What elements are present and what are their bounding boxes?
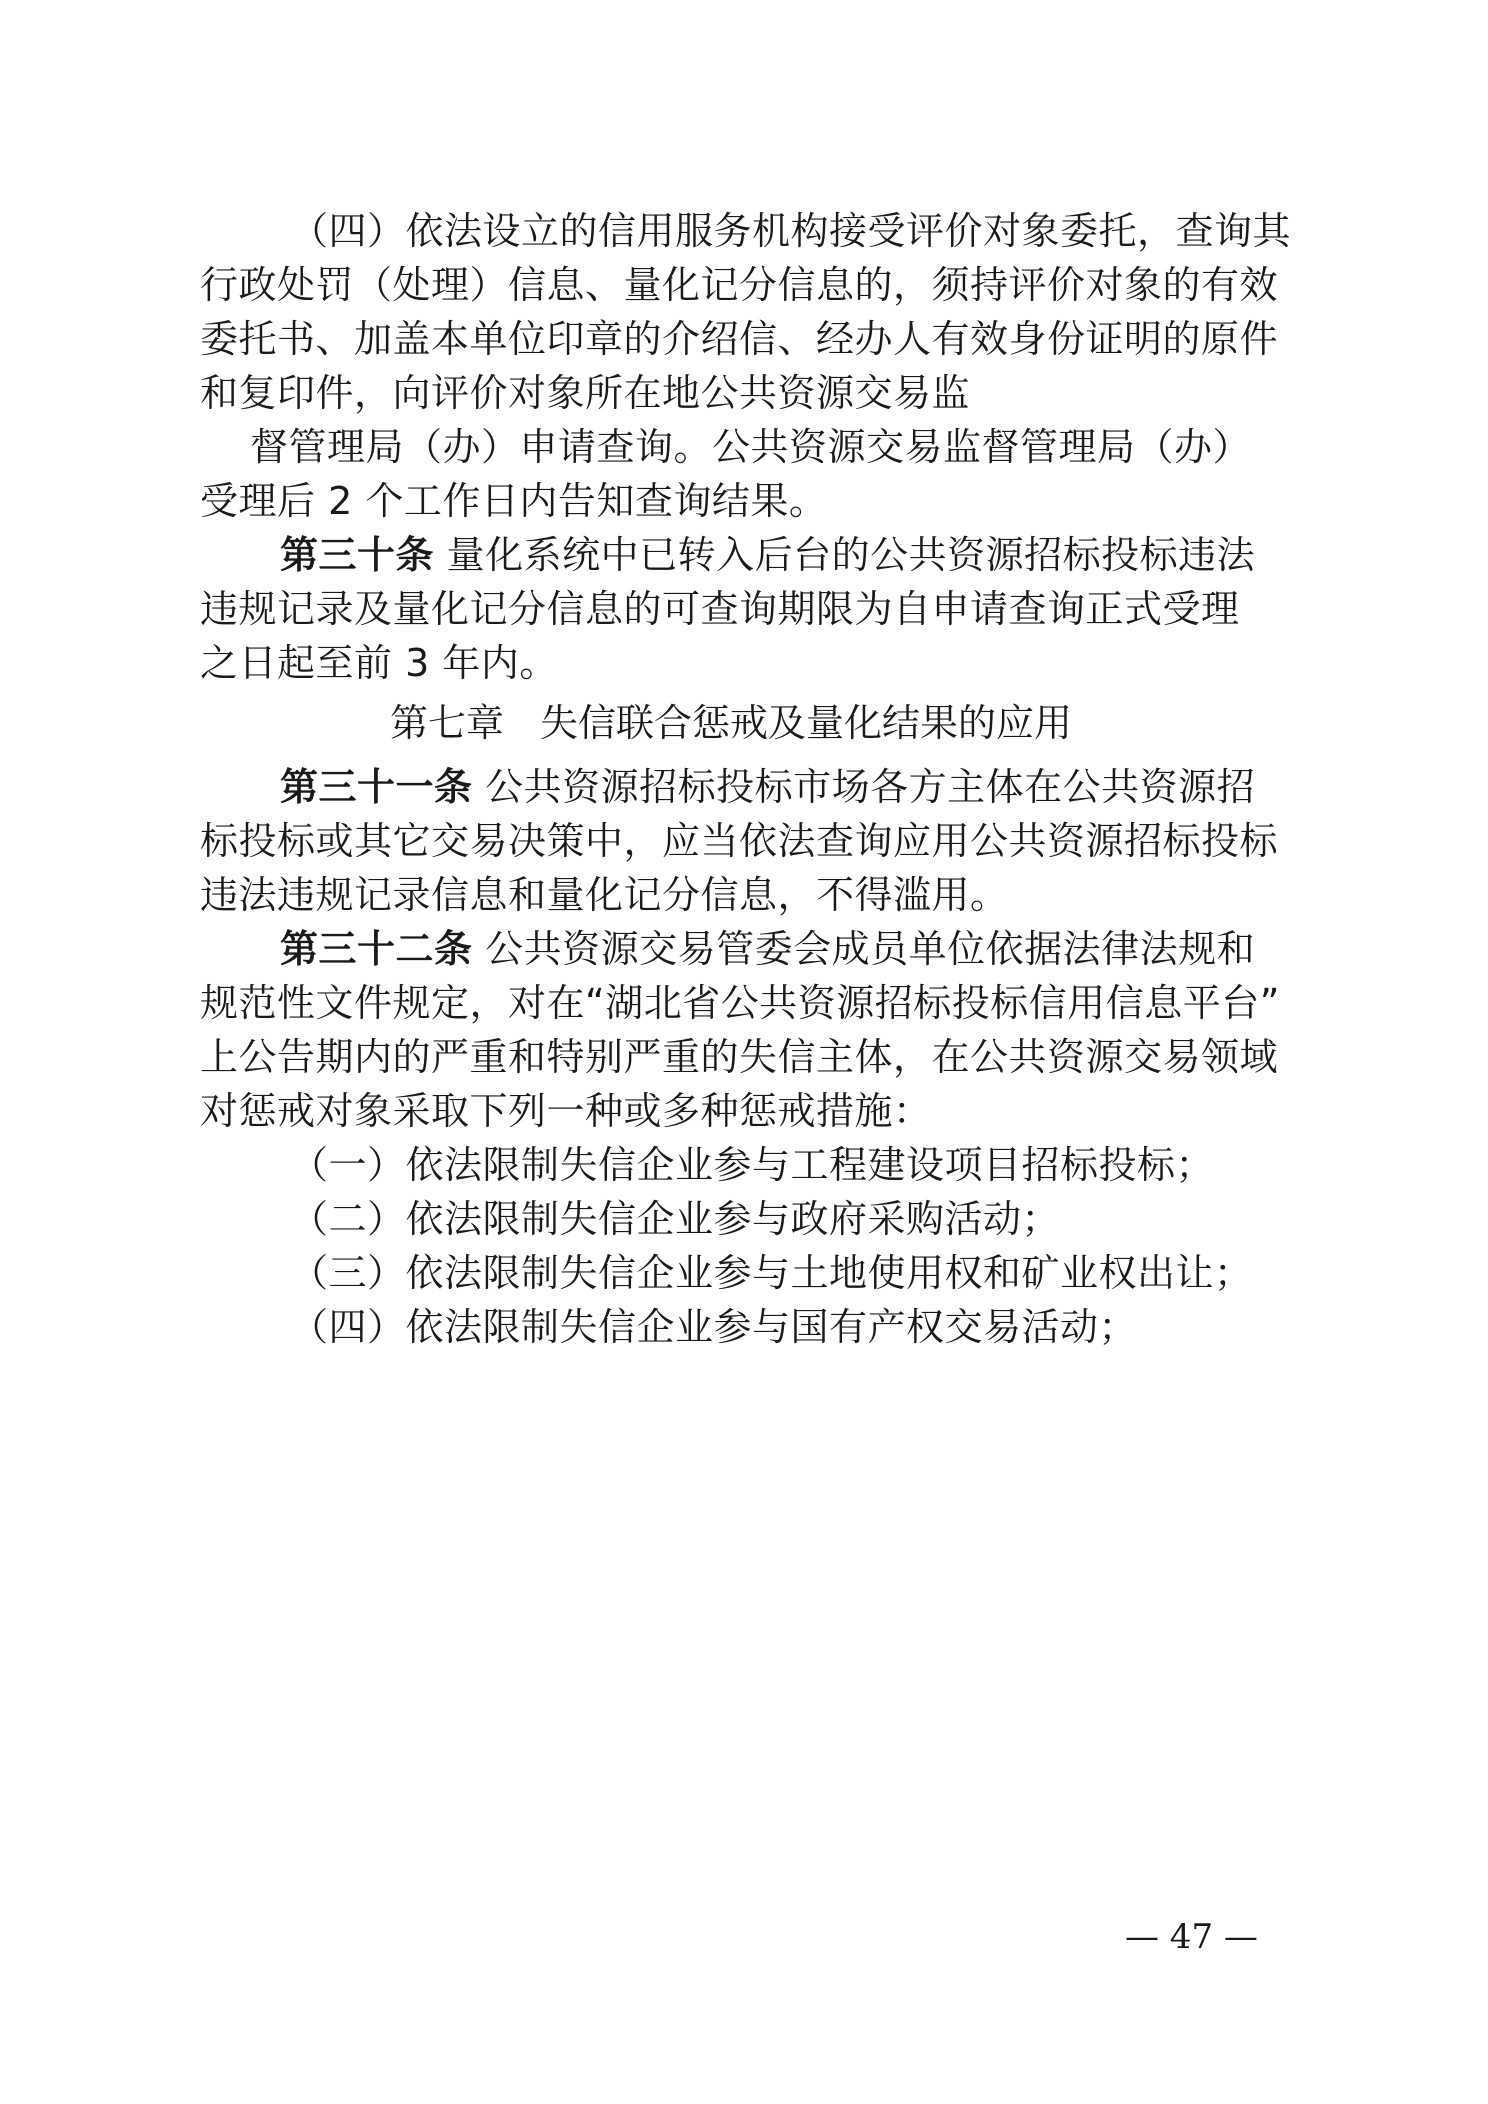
measure-item: （四）依法限制失信企业参与国有产权交易活动； xyxy=(290,1305,1138,1349)
article-label: 第三十一条 xyxy=(280,765,473,809)
paragraph-line: 委托书、加盖本单位印章的介绍信、经办人有效身份证明的原件 xyxy=(200,317,1279,361)
article-label: 第三十二条 xyxy=(280,927,473,971)
paragraph-line: 行政处罚（处理）信息、量化记分信息的，须持评价对象的有效 xyxy=(200,263,1279,307)
measure-item: （三）依法限制失信企业参与土地使用权和矿业权出让； xyxy=(290,1251,1253,1295)
paragraph-line: （四）依法设立的信用服务机构接受评价对象委托，查询其 xyxy=(290,209,1292,253)
paragraph-line: 督管理局（办）申请查询。公共资源交易监督管理局（办） xyxy=(250,425,1252,469)
article-label: 第三十条 xyxy=(280,533,435,577)
paragraph-line: 违规记录及量化记分信息的可查询期限为自申请查询正式受理 xyxy=(200,587,1240,631)
paragraph-line: 标投标或其它交易决策中，应当依法查询应用公共资源招标投标 xyxy=(200,819,1279,863)
paragraph-line: 之日起至前 3 年内。 xyxy=(200,641,558,685)
measure-item: （二）依法限制失信企业参与政府采购活动； xyxy=(290,1197,1061,1241)
chapter-title: 失信联合惩戒及量化结果的应用 xyxy=(540,701,1073,745)
paragraph-line: 规范性文件规定，对在“湖北省公共资源招标投标信用信息平台” xyxy=(200,981,1280,1025)
paragraph-line: 违法违规记录信息和量化记分信息，不得滥用。 xyxy=(200,873,1009,917)
article-text: 量化系统中已转入后台的公共资源招标投标违法 xyxy=(434,533,1256,577)
paragraph-line: 对惩戒对象采取下列一种或多种惩戒措施： xyxy=(200,1089,932,1133)
chapter-heading xyxy=(390,700,1072,746)
article-text: 公共资源交易管委会成员单位依据法律法规和 xyxy=(472,927,1256,971)
article-31-line xyxy=(280,764,1255,810)
page-number: — 47 — xyxy=(1125,1917,1258,1957)
article-30-line xyxy=(280,532,1255,578)
paragraph-line: 上公告期内的严重和特别严重的失信主体，在公共资源交易领域 xyxy=(200,1035,1279,1079)
measure-item: （一）依法限制失信企业参与工程建设项目招标投标； xyxy=(290,1143,1215,1187)
paragraph-line: 受理后 2 个工作日内告知查询结果。 xyxy=(200,479,828,523)
chapter-number: 第七章 xyxy=(390,701,505,745)
paragraph-line: 和复印件，向评价对象所在地公共资源交易监 xyxy=(200,371,971,415)
article-text: 公共资源招标投标市场各方主体在公共资源招 xyxy=(472,765,1256,809)
article-32-line xyxy=(280,926,1255,972)
